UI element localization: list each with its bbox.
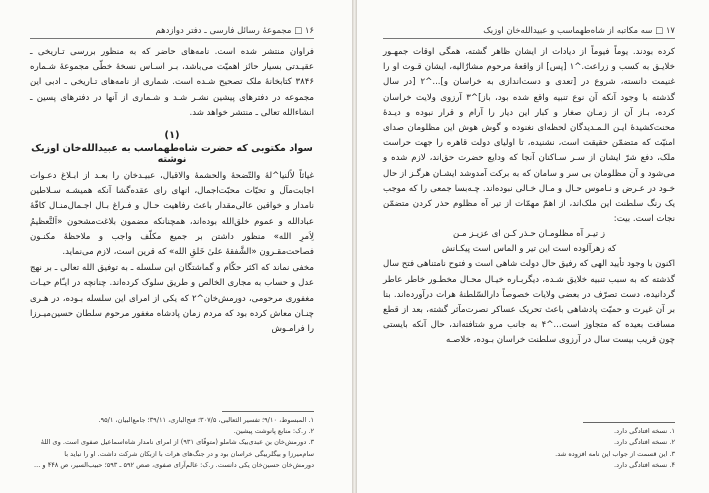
section-number: (۱) <box>164 130 180 142</box>
verse-line-2: که زهرآلوده است این تیر و الماس است پیکـانش <box>441 244 617 255</box>
footnote-rule <box>583 422 675 423</box>
intro-paragraph: فراوان منتشر شده است. نامه‌های حاضر که به منظور بررسی تـاریخی ـ عقیـدتی بسیار حائز اهمیّت می‌باشد، بـر اسـاس نسخهٔ خطّی مجموعهٔ شـماره ۳۸۴۶ کتابخانهٔ ملک تصحیح شـده است. شماری از نامه‌های تـاریخی ـ ادبی این مجموعه در دفترهای پیشین نشـر شـد و شـماری از آنها در دفترهای پسین ـ انشاءالله تعالی ـ منتشر خواهد شد. <box>30 47 314 118</box>
running-head-title: ۱۷ □ سه مکاتبه از شاه‌طهماسب و عبیدالله‌خان اوزبک <box>483 26 675 36</box>
section-title: سواد مکتوبی که حضرت شاه‌طهماسب به عبیدالله‌خان اوزبک نوشته <box>31 143 313 166</box>
footnote: ۲. ر.ک: منابع پانوشت پیشین. <box>233 427 314 436</box>
footnotes-left <box>30 411 314 471</box>
footnote: ۲. نسخه افتادگی دارد. <box>614 438 675 447</box>
footnote: ۳. دورمش‌خان بن عبدی‌بیک شاملو (متوفّای ۹۳۱) از امرای نامدار شاه‌اسماعیل صفوی است. وی اللهٔ سام‌میرزا و بیگلربیگی خراسان بود و در جنگ‌های هرات با ازبکان شرکت داشت. او را نباید با دورمش‌خان حسین‌خان یکی دانست. ر.ک: عالم‌آرای صفوی، صص ۵۹۲ ـ ۵۹۳؛ حبیب‌السیر، ص ۴۴۸ و ... <box>34 438 314 469</box>
footnotes-right <box>383 422 675 471</box>
running-head-right <box>383 26 675 39</box>
footnote: ۴. نسخه افتادگی دارد. <box>614 460 675 469</box>
footnote-rule <box>222 411 314 412</box>
body-paragraph-1: کرده بودند. یوماً فیوماً از دیادات از ایشان ظاهر گشته، همگی اوقات جمهـور خلایـق به کسب و زراعت.^۱ [پس] از واقعهٔ مرحوم مشارٌالیه، ایشان قـوت او را غنیمت دانسته، شروع در [تعدی و دست‌اندازی به خراسان و]...^۲ [در سال گذشته با وجود آنکه آن نوع تنبیه واقع شده بود، باز]^۳ آرزوی ولایت خراسان کرده، بـاز آن از زمـان صغار و کبار این دیار را آرام و قرار نبوده و دیـدهٔ محنت‌کشیدهٔ ایـن الـمـدیدگان لحظه‌ای نغنوده و گوش هوش این مظلومان صدای امنیّت که متضمّن حقیقت است، نشنیده، تا اولیای دولت قاهره را جهت حراست ملک، دفع شرّ ایشان از سـر سـاکنان آنجا که ودایع حضرت حق‌اند، لازم شده و می‌شود و آن مظلومان بی سر و سامان که به برکت آمدوشد ایشـان هرگـز از حال خـود در عـرض و نـاموس حـال و مـال خـالی نبوده‌اند. چـه‌بسا جمعی را که موجب یک رنگ سلطنت این ملک‌اند، از اهمّ مهمّات از تیر آه مظلوم حذر کردن متضمّن نجات است. بیت: <box>383 47 675 225</box>
right-page <box>357 0 709 493</box>
left-page <box>0 0 352 493</box>
running-head-title: ۱۶ □ مجموعهٔ رسائل فارسی ـ دفتر دوازدهم <box>155 26 314 36</box>
footnote: ۳. این قسمت از جواب این نامه افزوده شد. <box>555 449 675 458</box>
body-paragraph-1: غیاثاً لاًلنیا^لهٔ والتّضحهٔ والحشمهٔ والاقبال، عبیـدخان را بعـد از ابـلاغ دعـوات اجابت‌مآل و تحیّات محبّت‌اجمال، انهای رای عقده‌گشا آنکه همیشـه سـلاطین نامدار و خواقین عالی‌مقدار باعث رفاهیت حـال و فـراغ بـال اجـمال‌منـال کافّهٔ عبادالله و عموم خلق‌الله بوده‌اند، همچنانکه مضمون بلاغت‌مشحون «اَلتَّعظیمُ لِاَمرِ الله» منظور داشتن بر جمیع مکلّف واجب و ملاحظهٔ مکنـون فصاحت‌مقـرون «الشَّفقهٔ علیٰ خَلقِ الله» که قرین است، لازم می‌نماید. <box>30 171 314 258</box>
footnote: ۱. نسخه افتادگی دارد. <box>614 427 675 436</box>
body-paragraph-2: اکنون با وجود تأیید الهی که رفیق حال دولت شاهی است و فتوح نامتناهی فتح سال گذشته که به سبب تنبیه خلایق شـده، دیگربـاره خیـال محـال مخطـور خاطر عاطر گردانیده، دست تصرّف در بعضی ولایات خصوصاً دارالسّلطنهٔ هرات درآورده‌اند. بنا بر آن غیرت و حمیّت پادشاهی باعث تحریک عساکر نصرت‌مآثر گشته، بعد از قطع مسافت بعیده که متجاوز است...^۴ به جانب مرو شتافته‌اند، حال آنکه بایستی چون قریب بیست سال در آرزوی سلطنت خراسان بـوده، خلاصـه <box>383 259 675 346</box>
running-head-left <box>30 26 314 39</box>
verse-line-1: ز تیـر آه مظلومـان حـذر کـن ای عزیـز مـن <box>452 229 606 240</box>
footnote: ۱. المبسوط، ۹/۱۰؛ تفسیر الثعالبی، ۳۰۷/۵؛ فتح‌الباری، ۳۹/۱۱؛ جامع‌البیان، ۹۵/۱. <box>98 415 314 424</box>
body-paragraph-2: مخفی نماند که اکثر حکّام و گماشتگان این سلسله ـ به توفیق الله تعالی ـ بر نهج عدل و حساب به مجاری الخالص و طریق سلوک کرده‌اند. چنانچه در ایـّام حیـات مغفوری مرحومی، دورمش‌خان^۲ که یکی از امرای این سلسله بـوده، در هـری چنـان معاش کرده بود که مردم زمان پادشاه مغفور مرحوم سلطان حسین‌میـرزا را فرامـوش <box>30 263 314 335</box>
